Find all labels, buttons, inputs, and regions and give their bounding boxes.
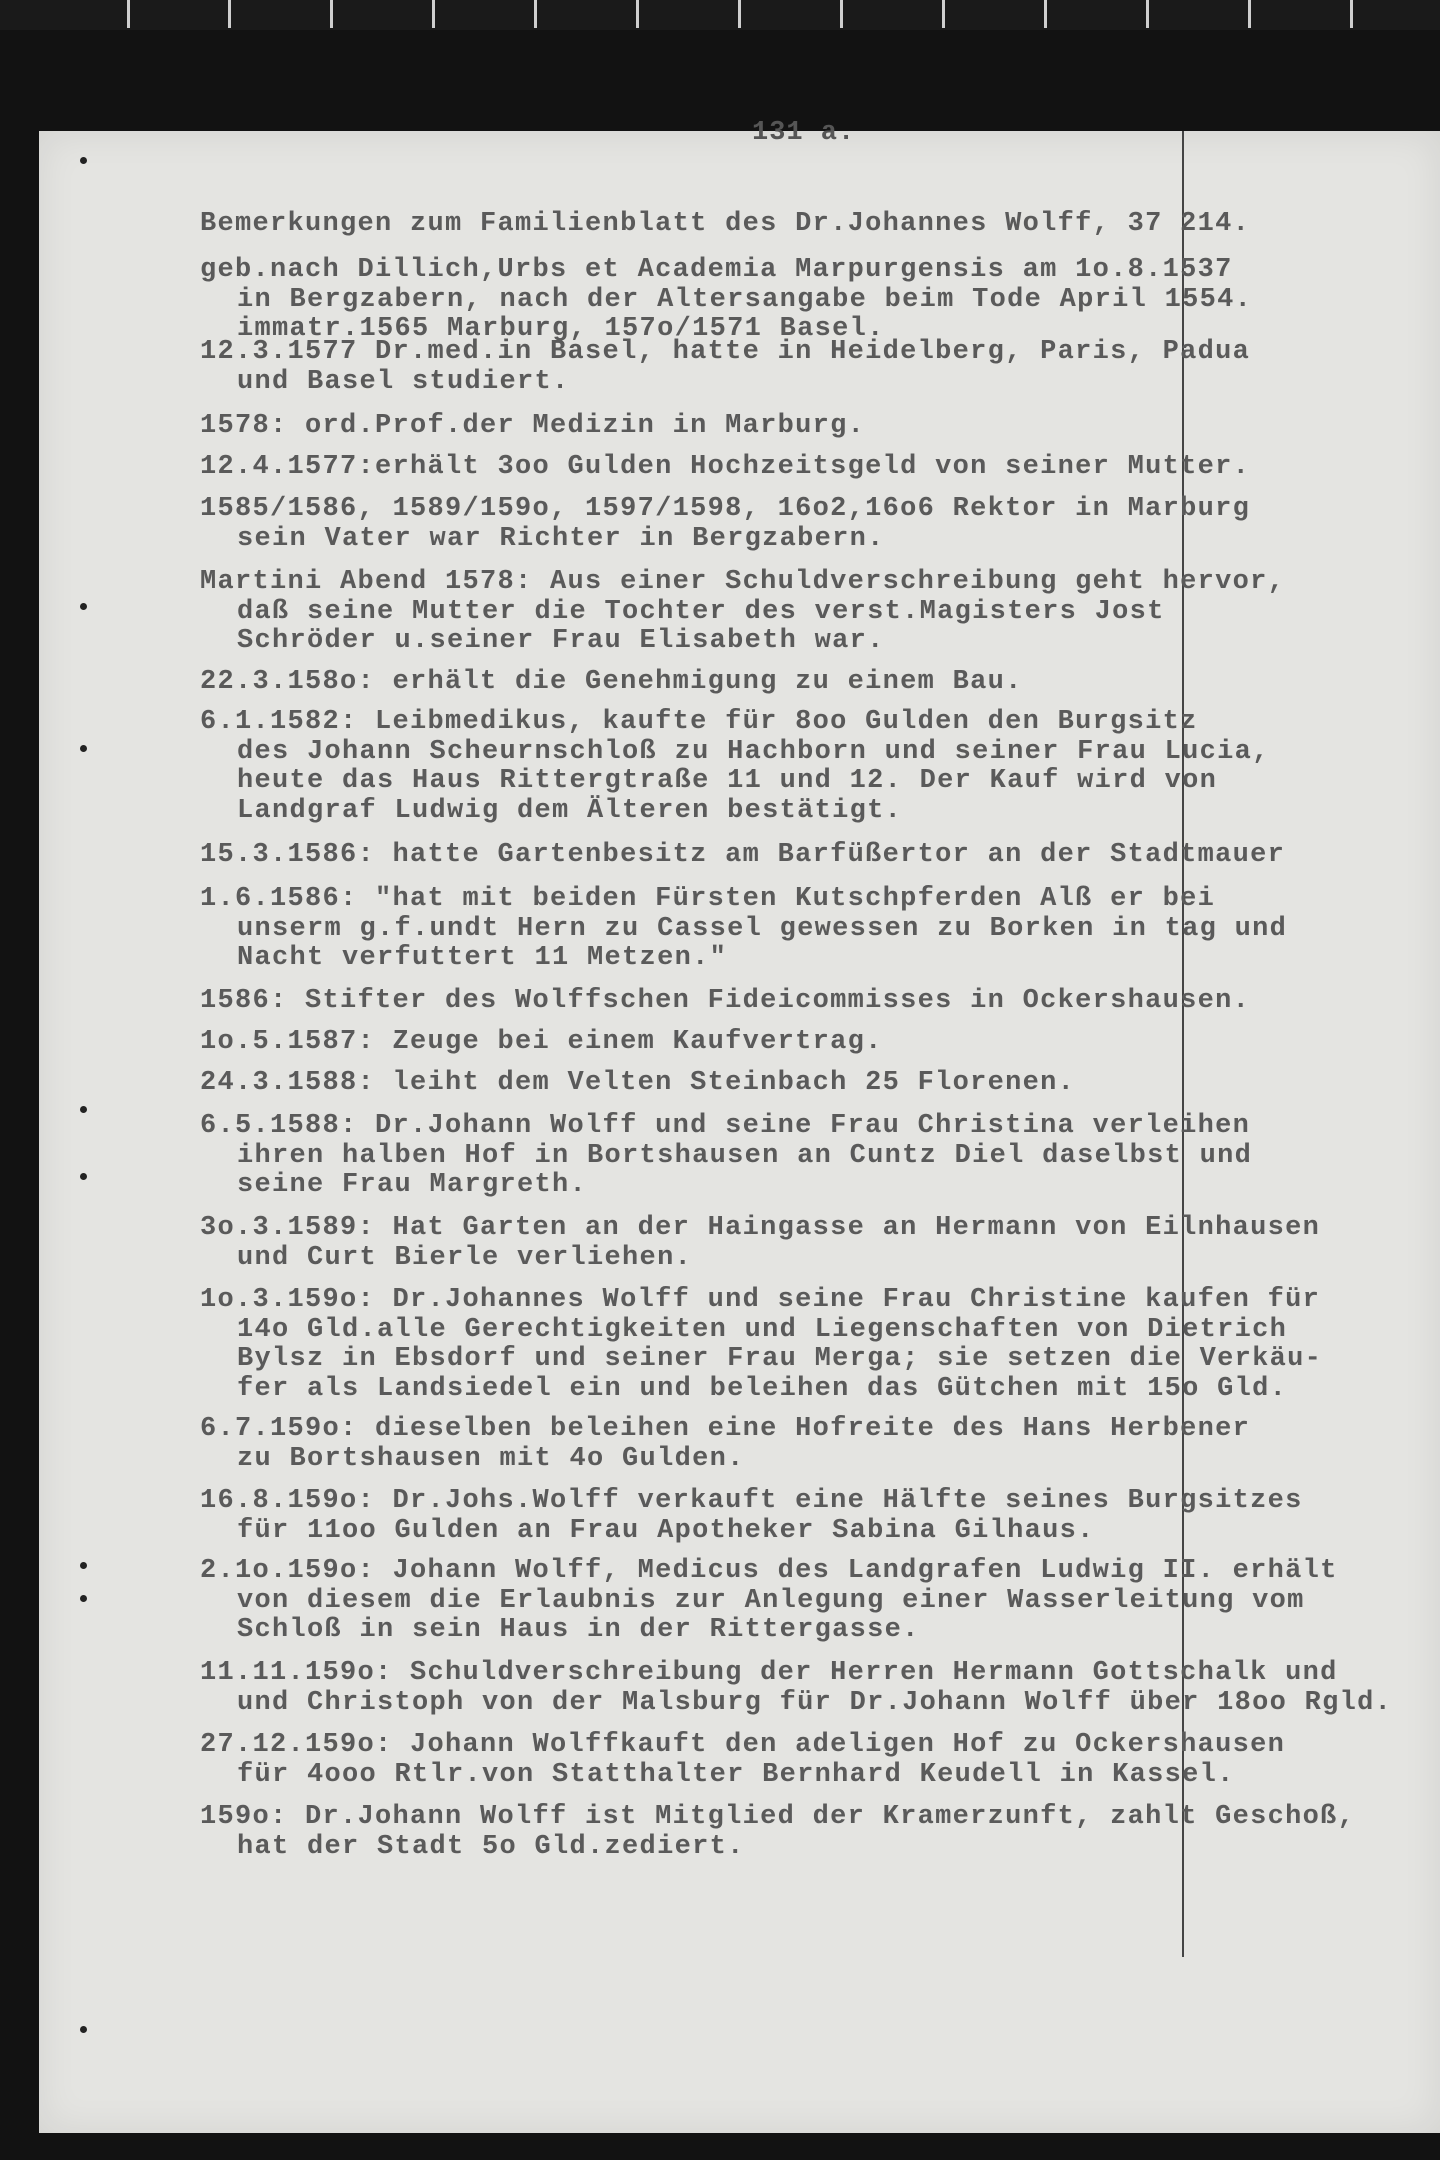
entry — [200, 453, 1250, 483]
entry-line: fer als Landsiedel ein und beleihen das Gütchen mit 15o Gld. — [237, 1373, 1288, 1404]
entry-line: 12.3.1577 Dr.med.in Basel, hatte in Heidelberg, Paris, Padua — [200, 337, 1251, 367]
entry-line: 2.1o.159o: Johann Wolff, Medicus des Landgrafen Ludwig II. erhält — [200, 1556, 1338, 1586]
entry — [200, 1028, 883, 1058]
entry-line: 24.3.1588: leiht dem Velten Steinbach 25 Florenen. — [200, 1068, 1076, 1098]
entry-line: ihren halben Hof in Bortshausen an Cuntz Diel daselbst und — [237, 1140, 1253, 1171]
entry-line: in Bergzabern, nach der Altersangabe beim Tode April 1554. — [237, 284, 1253, 315]
film-divider — [228, 0, 231, 28]
entry-line: 12.4.1577:erhält 3oo Gulden Hochzeitsgeld von seiner Mutter. — [200, 452, 1251, 482]
punch-hole — [80, 1595, 87, 1602]
entry — [200, 568, 1285, 657]
entry-line: 159o: Dr.Johann Wolff ist Mitglied der Kramerzunft, zahlt Geschoß, — [200, 1802, 1356, 1832]
entry — [200, 256, 1252, 345]
entry — [200, 1286, 1322, 1404]
entry-line: sein Vater war Richter in Bergzabern. — [237, 523, 885, 554]
film-divider — [1146, 0, 1149, 28]
entry — [200, 1487, 1303, 1546]
film-divider — [127, 0, 130, 28]
entry-line: geb.nach Dillich,Urbs et Academia Marpurgensis am 1o.8.1537 — [200, 255, 1233, 285]
punch-hole — [80, 1173, 87, 1180]
entry-line: und Christoph von der Malsburg für Dr.Johann Wolff über 18oo Rgld. — [237, 1687, 1393, 1718]
film-divider — [1248, 0, 1251, 28]
film-divider — [330, 0, 333, 28]
entry — [200, 885, 1287, 974]
film-divider — [1350, 0, 1353, 28]
entry-line: 1578: ord.Prof.der Medizin in Marburg. — [200, 411, 866, 441]
punch-hole — [80, 1106, 87, 1113]
page-number: 131 a. — [752, 118, 856, 148]
entry-line: 27.12.159o: Johann Wolffkauft den adeligen Hof zu Ockershausen — [200, 1730, 1286, 1760]
punch-hole — [80, 1562, 87, 1569]
entry-line: immatr.1565 Marburg, 157o/1571 Basel. — [237, 314, 885, 345]
entry — [200, 1069, 1075, 1099]
entry — [200, 1415, 1250, 1474]
entry-line: unserm g.f.undt Hern zu Cassel gewessen zu Borken in tag und — [237, 913, 1288, 944]
entry-line: und Basel studiert. — [237, 366, 570, 397]
entry — [200, 338, 1250, 397]
film-divider — [636, 0, 639, 28]
entry — [200, 1659, 1392, 1718]
film-divider — [738, 0, 741, 28]
entry-line: 1o.5.1587: Zeuge bei einem Kaufvertrag. — [200, 1027, 883, 1057]
entry-line: für 11oo Gulden an Frau Apotheker Sabina Gilhaus. — [237, 1515, 1095, 1546]
entry — [200, 987, 1250, 1017]
entry — [200, 1731, 1285, 1790]
entry — [200, 841, 1285, 871]
entry-line: von diesem die Erlaubnis zur Anlegung einer Wasserleitung vom — [237, 1585, 1305, 1616]
entry — [200, 412, 865, 442]
entry-line: zu Bortshausen mit 4o Gulden. — [237, 1443, 745, 1474]
entry-line: und Curt Bierle verliehen. — [237, 1242, 693, 1273]
entry-line: Landgraf Ludwig dem Älteren bestätigt. — [237, 795, 903, 826]
entry-line: 1586: Stifter des Wolffschen Fideicommisses in Ockershausen. — [200, 986, 1251, 1016]
entry — [200, 495, 1250, 554]
entry-line: 6.5.1588: Dr.Johann Wolff und seine Frau Christina verleihen — [200, 1111, 1251, 1141]
entry — [200, 1803, 1355, 1862]
entry-line: 6.7.159o: dieselben beleihen eine Hofreite des Hans Herbener — [200, 1414, 1251, 1444]
entry-line: heute das Haus Rittergtraße 11 und 12. Der Kauf wird von — [237, 766, 1218, 797]
document-title: Bemerkungen zum Familienblatt des Dr.Johannes Wolff, 37 214. — [200, 209, 1251, 239]
entry-line: des Johann Scheurnschloß zu Hachborn und seiner Frau Lucia, — [237, 736, 1270, 767]
punch-hole — [80, 745, 87, 752]
entry — [200, 708, 1270, 826]
film-divider — [1044, 0, 1047, 28]
film-divider — [840, 0, 843, 28]
punch-hole — [80, 2026, 87, 2033]
punch-hole — [80, 157, 87, 164]
entry-line: 6.1.1582: Leibmedikus, kaufte für 8oo Gulden den Burgsitz — [200, 707, 1198, 737]
entry-line: 14o Gld.alle Gerechtigkeiten und Liegenschaften von Dietrich — [237, 1314, 1288, 1345]
film-divider — [432, 0, 435, 28]
entry-line: 22.3.158o: erhält die Genehmigung zu einem Bau. — [200, 667, 1023, 697]
entry-line: Schröder u.seiner Frau Elisabeth war. — [237, 626, 885, 657]
entry — [200, 1557, 1338, 1646]
entry-line: seine Frau Margreth. — [237, 1170, 588, 1201]
entry-line: 11.11.159o: Schuldverschreibung der Herren Hermann Gottschalk und — [200, 1658, 1338, 1688]
film-divider — [534, 0, 537, 28]
entry-line: Martini Abend 1578: Aus einer Schuldverschreibung geht hervor, — [200, 567, 1286, 597]
entry-line: 15.3.1586: hatte Gartenbesitz am Barfüßertor an der Stadtmauer — [200, 840, 1286, 870]
punch-hole — [80, 603, 87, 610]
entry-line: daß seine Mutter die Tochter des verst.Magisters Jost — [237, 596, 1165, 627]
entry-line: Nacht verfuttert 11 Metzen." — [237, 943, 728, 974]
entry-line: 1585/1586, 1589/159o, 1597/1598, 16o2,16o6 Rektor in Marburg — [200, 494, 1251, 524]
entry-line: Bylsz in Ebsdorf und seiner Frau Merga; sie setzen die Verkäu- — [237, 1344, 1323, 1375]
entry-line: Schloß in sein Haus in der Rittergasse. — [237, 1615, 920, 1646]
film-strip — [0, 0, 1440, 30]
film-divider — [942, 0, 945, 28]
entry-line: 16.8.159o: Dr.Johs.Wolff verkauft eine Hälfte seines Burgsitzes — [200, 1486, 1303, 1516]
entry-line: hat der Stadt 5o Gld.zediert. — [237, 1831, 745, 1862]
entry-line: 1.6.1586: "hat mit beiden Fürsten Kutschpferden Alß er bei — [200, 884, 1216, 914]
entry — [200, 1112, 1252, 1201]
entry-line: 1o.3.159o: Dr.Johannes Wolff und seine Frau Christine kaufen für — [200, 1285, 1321, 1315]
entry — [200, 668, 1023, 698]
entry-line: 3o.3.1589: Hat Garten an der Haingasse an Hermann von Eilnhausen — [200, 1213, 1321, 1243]
entry — [200, 1214, 1320, 1273]
entry-line: für 4ooo Rtlr.von Statthalter Bernhard Keudell in Kassel. — [237, 1759, 1235, 1790]
